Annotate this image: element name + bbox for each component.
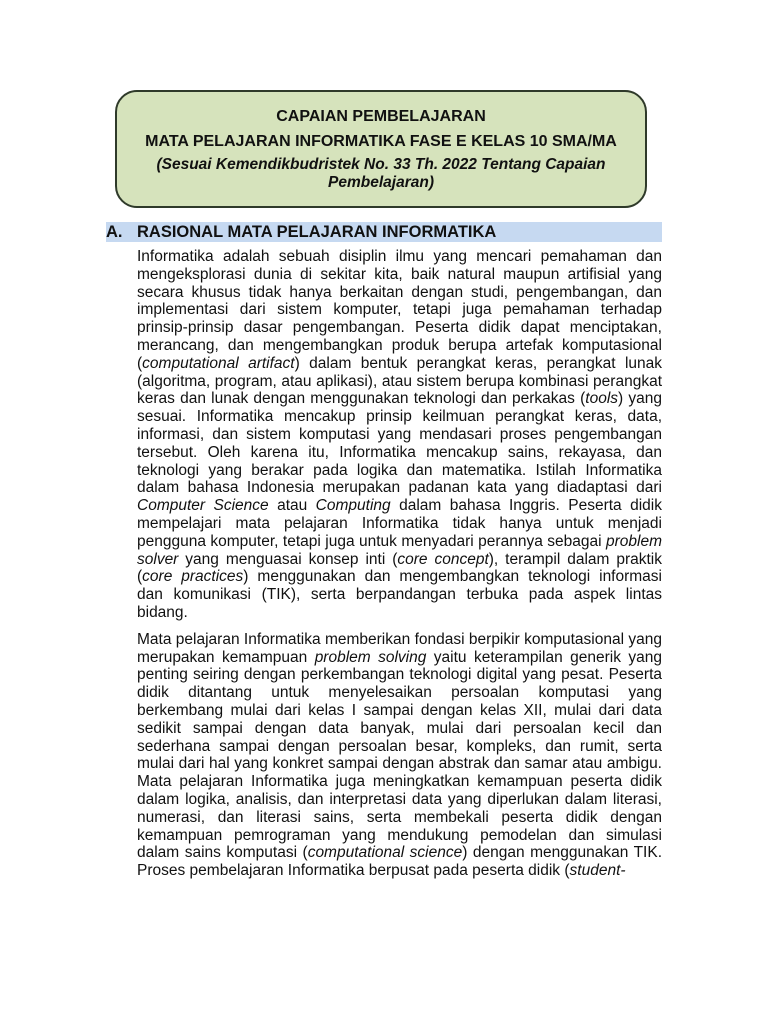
title-box [115, 90, 647, 208]
text-run: ), terampil dalam praktik ( [137, 550, 663, 586]
text-run: Mata pelajaran Informatika memberikan fondasi berpikir komputasional yang merupakan kemampuan [137, 630, 662, 666]
text-run: ) dengan menggunakan TIK. Proses pembelajaran Informatika berpusat pada peserta didik ( [137, 844, 662, 880]
paragraph [137, 631, 662, 880]
italic-term: Computing [315, 497, 391, 515]
italic-term: computational science [307, 844, 463, 862]
paragraph [137, 248, 662, 622]
text-run: ) yang sesuai. Informatika mencakup prinsip keilmuan perangkat keras, data, informasi, dan sistem komputasi yang mendasari proses pengembangan tersebut. Oleh karena itu, Informatika mencakup sains, rekayasa, dan teknologi yang berakar pada logika dan matematika. Istilah Informatika dalam bahasa Indonesia merupakan padanan kata yang diadaptasi dari [137, 390, 662, 497]
document-title: CAPAIAN PEMBELAJARAN [276, 108, 486, 125]
text-run: ) dalam bentuk perangkat keras, perangkat lunak (algoritma, program, atau aplikasi), atau sistem berupa kombinasi perangkat keras dan lunak dengan menggunakan teknologi dan perkakas ( [137, 354, 663, 408]
text-run: yaitu keterampilan generik yang penting seiring dengan perkembangan teknologi digital yang pesat. Peserta didik ditantang untuk menyelesaikan persoalan komputasi yang berkembang mulai dari kelas I sampai dengan kelas XII, mulai dari data sedikit sampai dengan data banyak, mulai dari persoalan kecil dan sederhana sampai dengan persoalan besar, kompleks, dan rumit, serta mulai dari hal yang konkret sampai dengan abstrak dan samar atau ambigu. Mata pelajaran Informatika juga meningkatkan kemampuan peserta didik dalam logika, analisis, dan interpretasi data yang diperlukan dalam literasi, numerasi, dan literasi sains, serta membekali peserta didik dengan kemampuan pemrograman yang mendukung pemodelan dan simulasi dalam sains komputasi ( [137, 648, 662, 862]
italic-term: Computer Science [137, 497, 269, 515]
text-run: dalam bahasa Inggris. Peserta didik mempelajari mata pelajaran Informatika tidak hanya untuk menjadi pengguna komputer, tetapi juga untuk menyadari perannya sebagai [137, 497, 662, 550]
section-title: RASIONAL MATA PELAJARAN INFORMATIKA [137, 223, 497, 241]
italic-term: core practices [142, 568, 244, 586]
italic-term: core concept [397, 550, 489, 568]
italic-term: computational artifact [142, 354, 295, 372]
text-run: atau [268, 497, 316, 515]
body-text [137, 248, 662, 889]
italic-term: problem solver [137, 532, 662, 568]
italic-term: student- [569, 862, 626, 880]
italic-term: problem solving [314, 648, 427, 666]
italic-term: tools [585, 390, 619, 408]
text-run: yang menguasai konsep inti ( [178, 550, 398, 568]
document-subtitle: MATA PELAJARAN INFORMATIKA FASE E KELAS 10 SMA/MA [145, 133, 617, 150]
section-letter: A. [106, 223, 123, 241]
text-run: ) menggunakan dan mengembangkan teknologi informasi dan komunikasi (TIK), serta berpandangan terbuka pada aspek lintas bidang. [137, 568, 662, 621]
text-run: Informatika adalah sebuah disiplin ilmu yang mencari pemahaman dan mengeksplorasi dunia di sekitar kita, baik natural maupun artifisial yang secara khusus tidak hanya berkaitan dengan studi, pengembangan, dan implementasi dari sistem komputer, tetapi juga pemahaman terhadap prinsip-prinsip dasar pengembangan. Peserta didik dapat menciptakan, merancang, dan mengembangkan produk berupa artefak komputasional ( [137, 248, 662, 372]
section-heading [106, 222, 662, 242]
regulation-reference: (Sesuai Kemendikbudristek No. 33 Th. 2022 Tentang Capaian Pembelajaran) [156, 156, 606, 191]
